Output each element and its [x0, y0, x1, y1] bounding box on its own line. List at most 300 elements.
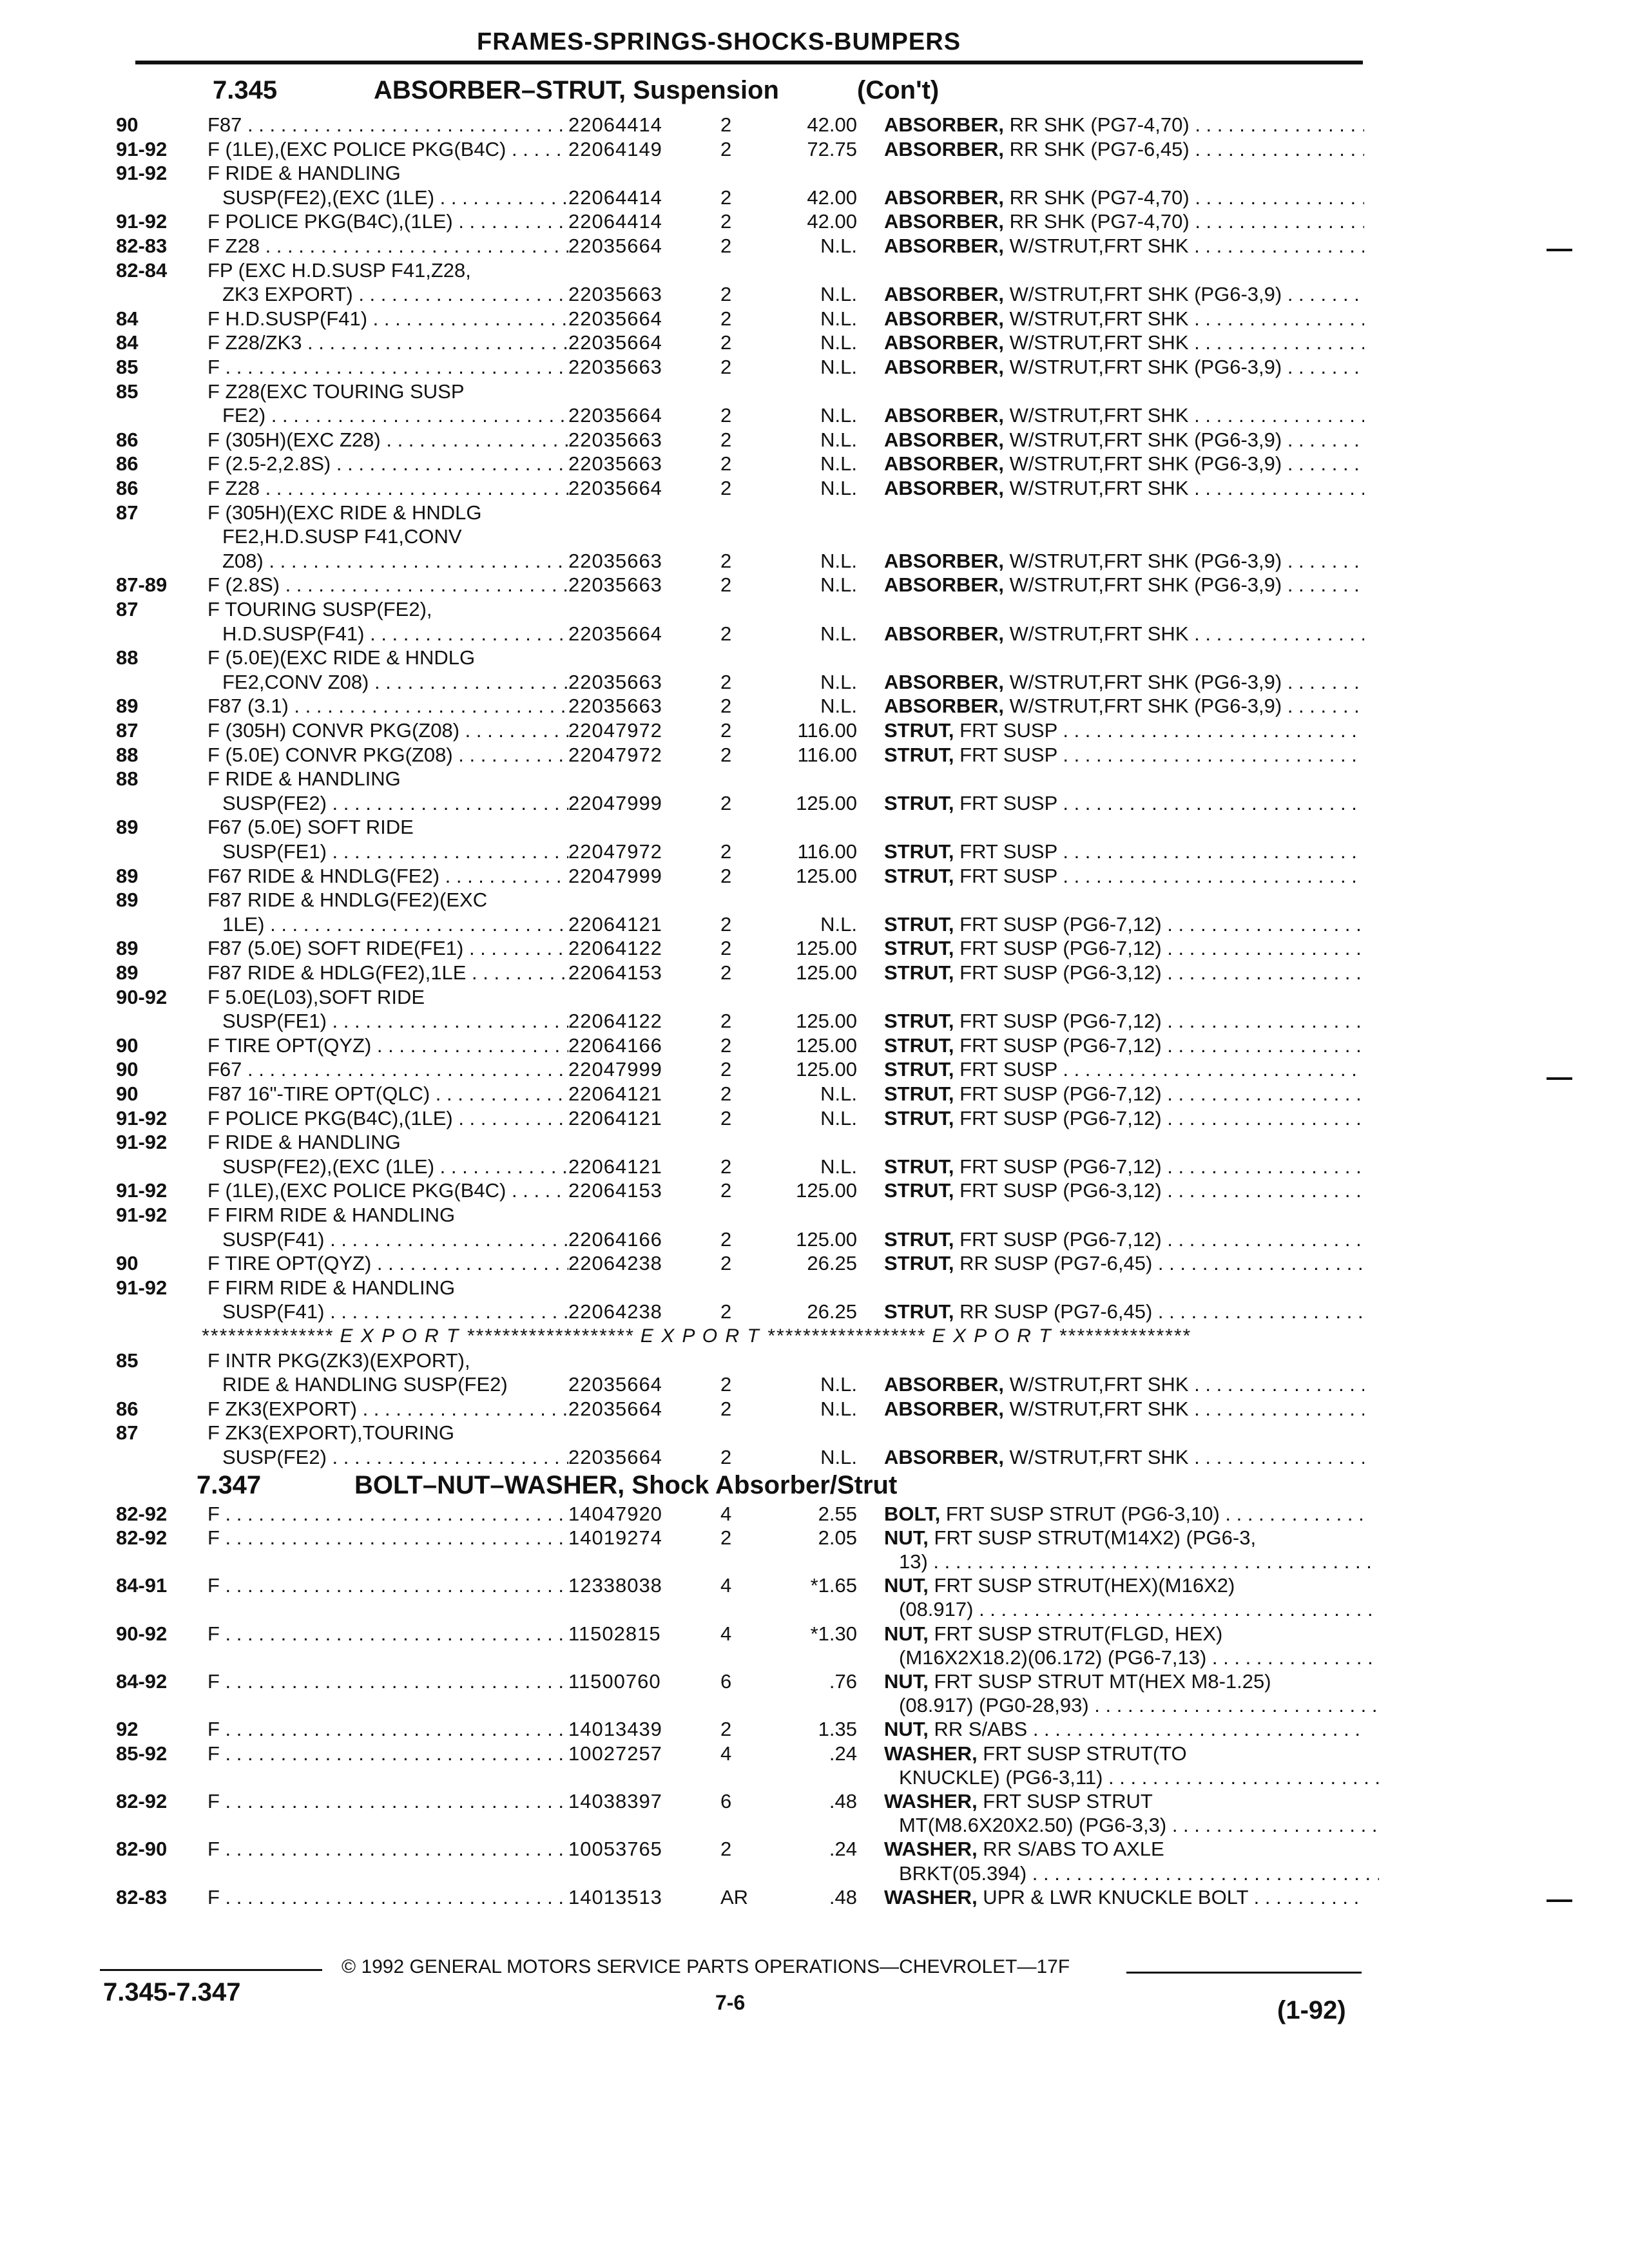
quantity: 4 [720, 1574, 732, 1597]
part-name: WASHER, RR S/ABS TO AXLE [884, 1838, 1164, 1861]
part-number: 14013439 [568, 1718, 662, 1741]
table-row [0, 1421, 1629, 1445]
part-name: ABSORBER, RR SHK (PG7-4,70) . . . [884, 113, 1364, 137]
part-name: NUT, RR S/ABS . . . [884, 1717, 1364, 1742]
model-year: 86 [116, 428, 139, 451]
table-row [0, 1057, 1629, 1082]
part-number: 22064122 [568, 1010, 662, 1033]
part-number: 11500760 [568, 1670, 661, 1693]
table-row [0, 1885, 1629, 1910]
part-name: STRUT, FRT SUSP (PG6-7,12) . . . [884, 1155, 1364, 1179]
part-number: 22064121 [568, 1082, 662, 1105]
price: .48 [829, 1790, 857, 1812]
margin-mark [1547, 1899, 1572, 1902]
header-rule [135, 61, 1363, 64]
quantity: 2 [720, 791, 732, 814]
price: *1.65 [810, 1574, 857, 1597]
table-row [0, 646, 1629, 670]
model-year: 91-92 [116, 1131, 168, 1154]
part-number: 14019274 [568, 1526, 662, 1549]
quantity: 2 [720, 477, 732, 499]
quantity: 2 [720, 670, 732, 693]
table-row [0, 985, 1629, 1010]
model-year: 88 [116, 743, 139, 766]
table-row [0, 1669, 1629, 1694]
quantity: 2 [720, 113, 732, 136]
price: 125.00 [796, 961, 857, 984]
table-row [0, 428, 1629, 452]
price: .76 [829, 1670, 857, 1693]
model-year: 86 [116, 1397, 139, 1420]
section-title: BOLT–NUT–WASHER, Shock Absorber/Strut [354, 1470, 898, 1499]
application-description: F87 RIDE & HNDLG(FE2)(EXC [207, 889, 488, 912]
part-number: 22064414 [568, 210, 662, 233]
table-row [0, 186, 1629, 210]
quantity: 4 [720, 1742, 732, 1765]
model-year: 88 [116, 646, 139, 669]
part-name: MT(M8.6X20X2.50) (PG6-3,3) . . . [899, 1813, 1379, 1838]
price: N.L. [820, 307, 857, 330]
model-year: 90 [116, 1082, 139, 1105]
model-year: 84 [116, 331, 139, 354]
table-row [0, 1397, 1629, 1421]
quantity: 2 [720, 331, 732, 354]
part-number: 22064149 [568, 137, 662, 160]
part-name: STRUT, FRT SUSP . . . [884, 718, 1364, 743]
table-row [0, 1597, 1629, 1622]
part-name: STRUT, FRT SUSP (PG6-7,12) . . . [884, 1009, 1364, 1033]
model-year: 88 [116, 767, 139, 791]
model-year: 90 [116, 1033, 139, 1057]
table-row [0, 209, 1629, 234]
application-description: F87 . . . [207, 113, 568, 137]
price: N.L. [820, 404, 857, 427]
model-year: 85-92 [116, 1742, 168, 1765]
price: 116.00 [797, 719, 857, 742]
part-name: STRUT, FRT SUSP (PG6-3,12) . . . [884, 961, 1364, 985]
price: N.L. [820, 1397, 857, 1420]
price: N.L. [820, 452, 857, 476]
part-name: ABSORBER, W/STRUT,FRT SHK . . . [884, 403, 1364, 428]
price: .48 [829, 1885, 857, 1908]
quantity: 2 [720, 695, 732, 718]
table-row [0, 1693, 1629, 1718]
quantity: 2 [720, 283, 732, 306]
part-name: WASHER, FRT SUSP STRUT(TO [884, 1742, 1187, 1765]
table-row [0, 1717, 1629, 1742]
part-number: 22064166 [568, 1227, 662, 1251]
table-row [0, 573, 1629, 597]
application-description: F (1LE),(EXC POLICE PKG(B4C) . . . [207, 1178, 568, 1203]
table-row [0, 258, 1629, 283]
quantity: 2 [720, 1446, 732, 1468]
part-number: 22064153 [568, 1179, 662, 1202]
part-name: STRUT, FRT SUSP . . . [884, 743, 1364, 767]
table-row [0, 549, 1629, 573]
table-row [0, 888, 1629, 912]
part-number: 22035663 [568, 573, 662, 597]
application-description: F FIRM RIDE & HANDLING [207, 1204, 456, 1226]
application-description: F INTR PKG(ZK3)(EXPORT), [207, 1349, 470, 1372]
part-number: 22064122 [568, 937, 662, 960]
price: 2.55 [818, 1502, 857, 1525]
part-name: ABSORBER, W/STRUT,FRT SHK . . . [884, 1397, 1364, 1421]
model-year: 82-83 [116, 1885, 168, 1908]
table-row [0, 1502, 1629, 1526]
model-year: 91-92 [116, 162, 168, 185]
application-description: F (305H)(EXC RIDE & HNDLG [207, 501, 482, 524]
quantity: 2 [720, 840, 732, 863]
application-description: F . . . [207, 1837, 568, 1861]
part-name: STRUT, RR SUSP (PG7-6,45) . . . [884, 1300, 1364, 1324]
model-year: 85 [116, 356, 139, 378]
part-number: 22035663 [568, 428, 662, 451]
model-year: 82-90 [116, 1838, 168, 1861]
part-name: (M16X2X18.2)(06.172) (PG6-7,13) . . . [899, 1646, 1379, 1670]
footer-rule-right [1126, 1972, 1362, 1974]
part-name: STRUT, FRT SUSP (PG6-3,12) . . . [884, 1178, 1364, 1203]
part-name: STRUT, FRT SUSP (PG6-7,12) . . . [884, 936, 1364, 961]
model-year: 90 [116, 1058, 139, 1081]
section-number: 7.347 [197, 1470, 262, 1499]
price: N.L. [820, 1373, 857, 1396]
application-description: F Z28 . . . [207, 476, 568, 501]
application-description: F POLICE PKG(B4C),(1LE) . . . [207, 1106, 568, 1131]
model-year: 82-92 [116, 1526, 168, 1549]
application-description: F (2.5-2,2.8S) . . . [207, 452, 568, 476]
model-year: 90-92 [116, 985, 168, 1008]
application-description: F (1LE),(EXC POLICE PKG(B4C) . . . [207, 137, 568, 162]
table-row [0, 1106, 1629, 1131]
table-row [0, 282, 1629, 307]
application-description: F ZK3(EXPORT) . . . [207, 1397, 568, 1421]
part-number: 22064166 [568, 1033, 662, 1057]
model-year: 89 [116, 816, 139, 839]
model-year: 91-92 [116, 1204, 168, 1226]
table-row [0, 1813, 1629, 1838]
price: 125.00 [796, 1227, 857, 1251]
table-row [0, 380, 1629, 404]
part-name: STRUT, FRT SUSP (PG6-7,12) . . . [884, 1106, 1364, 1131]
part-name: ABSORBER, W/STRUT,FRT SHK (PG6-3,9) . . . [884, 694, 1364, 718]
part-name: ABSORBER, W/STRUT,FRT SHK . . . [884, 476, 1364, 501]
part-name: ABSORBER, RR SHK (PG7-4,70) . . . [884, 186, 1364, 210]
price: N.L. [820, 477, 857, 499]
model-year: 82-84 [116, 258, 168, 282]
part-name: ABSORBER, W/STRUT,FRT SHK (PG6-3,9) . . . [884, 428, 1364, 452]
application-description: F67 . . . [207, 1057, 568, 1082]
part-number: 22047972 [568, 840, 662, 863]
part-number: 22035664 [568, 1397, 662, 1420]
table-row [0, 1178, 1629, 1203]
model-year: 89 [116, 937, 139, 960]
application-description: F . . . [207, 1789, 568, 1814]
table-row [0, 936, 1629, 961]
part-name: ABSORBER, W/STRUT,FRT SHK . . . [884, 1445, 1364, 1470]
model-year: 92 [116, 1718, 139, 1741]
table-row [0, 694, 1629, 718]
price: 125.00 [796, 1010, 857, 1033]
application-description: F (305H) CONVR PKG(Z08) . . . [207, 718, 568, 743]
quantity: 2 [720, 864, 732, 887]
quantity: 2 [720, 404, 732, 427]
application-description: H.D.SUSP(F41) . . . [222, 622, 568, 646]
quantity: 4 [720, 1502, 732, 1525]
part-name: ABSORBER, W/STRUT,FRT SHK (PG6-3,9) . . . [884, 670, 1364, 695]
application-description: F . . . [207, 1526, 568, 1550]
table-row [0, 137, 1629, 162]
part-number: 22064238 [568, 1252, 662, 1275]
part-number: 22047999 [568, 864, 662, 887]
quantity: 2 [720, 1179, 732, 1202]
application-description: F87 RIDE & HDLG(FE2),1LE . . . [207, 961, 568, 985]
model-year: 82-92 [116, 1790, 168, 1812]
table-row [0, 355, 1629, 380]
model-year: 82-83 [116, 235, 168, 257]
price: 42.00 [807, 186, 857, 209]
table-row [0, 1033, 1629, 1058]
quantity: 6 [720, 1790, 732, 1812]
part-name: STRUT, FRT SUSP . . . [884, 864, 1364, 889]
price: 125.00 [796, 791, 857, 814]
model-year: 91-92 [116, 1276, 168, 1299]
part-name: STRUT, FRT SUSP . . . [884, 1057, 1364, 1082]
quantity: 2 [720, 1300, 732, 1323]
price: N.L. [820, 622, 857, 645]
table-row [0, 791, 1629, 816]
application-description: F FIRM RIDE & HANDLING [207, 1276, 456, 1299]
price: N.L. [820, 1082, 857, 1105]
quantity: 2 [720, 622, 732, 645]
part-name: BRKT(05.394) . . . [899, 1861, 1379, 1886]
application-description: RIDE & HANDLING SUSP(FE2) [222, 1373, 508, 1396]
part-name: (08.917) (PG0-28,93) . . . [899, 1693, 1379, 1718]
price: 26.25 [807, 1300, 857, 1323]
part-number: 22035664 [568, 1373, 662, 1396]
table-row [0, 1765, 1629, 1790]
model-year: 90-92 [116, 1622, 168, 1645]
price: N.L. [820, 912, 857, 936]
part-name: BOLT, FRT SUSP STRUT (PG6-3,10) . . . [884, 1502, 1364, 1526]
part-name: NUT, FRT SUSP STRUT(FLGD, HEX) [884, 1622, 1223, 1645]
part-name: ABSORBER, W/STRUT,FRT SHK . . . [884, 1372, 1364, 1397]
price: 42.00 [807, 113, 857, 136]
export-banner: *************** E X P O R T ******************* E X P O R T ****************** E X P O R T *************** [201, 1325, 1191, 1347]
application-description: FE2,H.D.SUSP F41,CONV [222, 525, 462, 548]
footer-section-range: 7.345-7.347 [103, 1978, 241, 2006]
model-year: 87 [116, 719, 139, 742]
quantity: 2 [720, 1227, 732, 1251]
quantity: 2 [720, 1397, 732, 1420]
quantity: 2 [720, 912, 732, 936]
page-header-title: FRAMES-SPRINGS-SHOCKS-BUMPERS [477, 28, 961, 55]
table-row [0, 622, 1629, 646]
part-number: 22064238 [568, 1300, 662, 1323]
part-name: ABSORBER, W/STRUT,FRT SHK (PG6-3,9) . . . [884, 282, 1364, 307]
part-name: (08.917) . . . [899, 1597, 1379, 1622]
application-description: F ZK3(EXPORT),TOURING [207, 1421, 454, 1445]
section-continued: (Con't) [857, 76, 940, 104]
quantity: 2 [720, 452, 732, 476]
model-year: 89 [116, 889, 139, 912]
part-number: 22035664 [568, 331, 662, 354]
part-name: STRUT, FRT SUSP (PG6-7,12) . . . [884, 1033, 1364, 1058]
table-row [0, 1742, 1629, 1766]
application-description: SUSP(FE2) . . . [222, 791, 568, 816]
part-name: NUT, FRT SUSP STRUT(HEX)(M16X2) [884, 1574, 1235, 1597]
part-number: 22064121 [568, 912, 662, 936]
part-number: 22047972 [568, 743, 662, 766]
table-row [0, 524, 1629, 549]
application-description: ZK3 EXPORT) . . . [222, 282, 568, 307]
quantity: 2 [720, 1526, 732, 1549]
part-number: 22035663 [568, 549, 662, 572]
part-name: ABSORBER, RR SHK (PG7-6,45) . . . [884, 137, 1364, 162]
part-number: 22035663 [568, 452, 662, 476]
quantity: 2 [720, 1033, 732, 1057]
price: .24 [829, 1742, 857, 1765]
part-number: 22035664 [568, 622, 662, 645]
application-description: F87 (5.0E) SOFT RIDE(FE1) . . . [207, 936, 568, 961]
part-number: 22064153 [568, 961, 662, 984]
table-row [0, 307, 1629, 331]
price: 125.00 [796, 864, 857, 887]
table-row [0, 1861, 1629, 1886]
model-year: 90 [116, 1252, 139, 1275]
table-row [0, 1789, 1629, 1814]
quantity: 2 [720, 186, 732, 209]
application-description: F87 (3.1) . . . [207, 694, 568, 718]
application-description: F67 RIDE & HNDLG(FE2) . . . [207, 864, 568, 889]
model-year: 91-92 [116, 1106, 168, 1129]
table-row [0, 1300, 1629, 1324]
model-year: 89 [116, 695, 139, 718]
application-description: F Z28 . . . [207, 234, 568, 258]
table-row [0, 1372, 1629, 1397]
part-name: WASHER, FRT SUSP STRUT [884, 1790, 1153, 1812]
part-number: 22047999 [568, 791, 662, 814]
part-number: 14013513 [568, 1885, 662, 1908]
price: 42.00 [807, 210, 857, 233]
price: 26.25 [807, 1252, 857, 1275]
table-row [0, 331, 1629, 355]
application-description: F Z28/ZK3 . . . [207, 331, 568, 355]
model-year: 89 [116, 864, 139, 887]
table-row [0, 476, 1629, 501]
table-row [0, 1130, 1629, 1155]
price: N.L. [820, 331, 857, 354]
part-name: ABSORBER, W/STRUT,FRT SHK (PG6-3,9) . . . [884, 549, 1364, 573]
price: N.L. [820, 235, 857, 257]
part-number: 12338038 [568, 1574, 662, 1597]
part-name: WASHER, UPR & LWR KNUCKLE BOLT . . . [884, 1885, 1364, 1910]
table-row [0, 1550, 1629, 1574]
price: 2.05 [818, 1526, 857, 1549]
application-description: F TIRE OPT(QYZ) . . . [207, 1033, 568, 1058]
price: 72.75 [807, 137, 857, 160]
part-name: ABSORBER, W/STRUT,FRT SHK (PG6-3,9) . . . [884, 452, 1364, 476]
footer-rule-left [100, 1969, 322, 1971]
footer-date: (1-92) [1277, 1996, 1346, 2024]
part-number: 22035664 [568, 235, 662, 257]
part-number: 14038397 [568, 1790, 662, 1812]
part-name: ABSORBER, W/STRUT,FRT SHK (PG6-3,9) . . . [884, 355, 1364, 380]
quantity: 2 [720, 719, 732, 742]
application-description: F 5.0E(L03),SOFT RIDE [207, 985, 425, 1008]
application-description: F . . . [207, 1742, 568, 1766]
table-row [0, 113, 1629, 137]
model-year: 84-92 [116, 1670, 168, 1693]
footer-copyright: © 1992 GENERAL MOTORS SERVICE PARTS OPERATIONS—CHEVROLET—17F [342, 1956, 1070, 1977]
price: 125.00 [796, 1058, 857, 1081]
margin-mark [1547, 249, 1572, 251]
quantity: 2 [720, 937, 732, 960]
quantity: 2 [720, 549, 732, 572]
price: N.L. [820, 573, 857, 597]
part-name: KNUCKLE) (PG6-3,11) . . . [899, 1765, 1379, 1790]
application-description: SUSP(F41) . . . [222, 1227, 568, 1252]
table-row [0, 1155, 1629, 1179]
table-row [0, 840, 1629, 864]
application-description: F POLICE PKG(B4C),(1LE) . . . [207, 209, 568, 234]
price: *1.30 [810, 1622, 857, 1645]
model-year: 86 [116, 452, 139, 476]
quantity: 2 [720, 1373, 732, 1396]
table-row [0, 501, 1629, 525]
part-name: ABSORBER, W/STRUT,FRT SHK . . . [884, 234, 1364, 258]
table-row [0, 234, 1629, 258]
price: 125.00 [796, 1179, 857, 1202]
application-description: F . . . [207, 1622, 568, 1646]
model-year: 86 [116, 477, 139, 499]
model-year: 87 [116, 501, 139, 524]
application-description: F RIDE & HANDLING [207, 1131, 401, 1154]
table-row [0, 452, 1629, 476]
part-name: STRUT, FRT SUSP . . . [884, 791, 1364, 816]
part-name: STRUT, FRT SUSP (PG6-7,12) . . . [884, 1227, 1364, 1252]
part-number: 22035663 [568, 356, 662, 378]
application-description: F RIDE & HANDLING [207, 162, 401, 185]
application-description: Z08) . . . [222, 549, 568, 573]
part-name: ABSORBER, W/STRUT,FRT SHK . . . [884, 307, 1364, 331]
quantity: 2 [720, 1010, 732, 1033]
part-name: STRUT, FRT SUSP . . . [884, 840, 1364, 864]
table-row [0, 743, 1629, 767]
quantity: 2 [720, 356, 732, 378]
application-description: F87 16"-TIRE OPT(QLC) . . . [207, 1082, 568, 1106]
application-description: FP (EXC H.D.SUSP F41,Z28, [207, 258, 471, 282]
part-number: 22035664 [568, 404, 662, 427]
application-description: 1LE) . . . [222, 912, 568, 937]
model-year: 89 [116, 961, 139, 984]
table-row [0, 1837, 1629, 1861]
table-row [0, 1009, 1629, 1033]
price: 125.00 [796, 937, 857, 960]
model-year: 82-92 [116, 1502, 168, 1525]
model-year: 91-92 [116, 1179, 168, 1202]
export-banner-row [0, 1324, 1629, 1349]
table-row [0, 403, 1629, 428]
part-number: 22035663 [568, 670, 662, 693]
quantity: 2 [720, 235, 732, 257]
part-name: ABSORBER, W/STRUT,FRT SHK . . . [884, 331, 1364, 355]
quantity: 2 [720, 307, 732, 330]
part-number: 22035663 [568, 283, 662, 306]
application-description: F (2.8S) . . . [207, 573, 568, 597]
part-name: NUT, FRT SUSP STRUT MT(HEX M8-1.25) [884, 1670, 1271, 1693]
price: N.L. [820, 356, 857, 378]
application-description: SUSP(FE1) . . . [222, 840, 568, 864]
